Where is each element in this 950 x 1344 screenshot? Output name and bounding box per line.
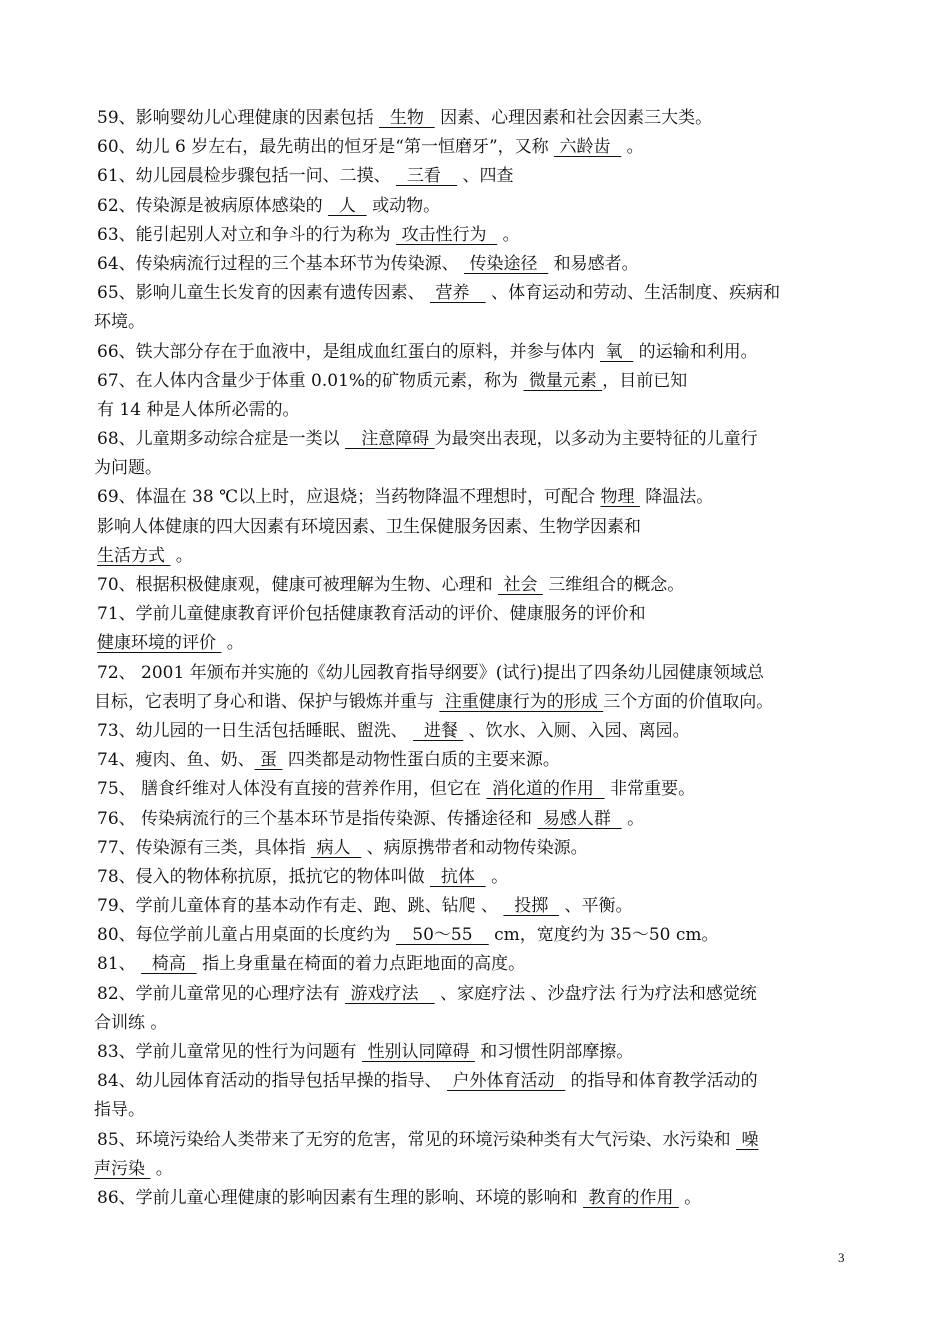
question-text: 68、儿童期多动综合症是一类以 [97,429,346,450]
answer-blank: 生活方式 [97,545,171,566]
answer-blank: 户外体育活动 [447,1071,566,1092]
answer-blank: 生物 [379,108,435,128]
text-line [97,571,849,600]
answer-blank: 进餐 [413,720,464,741]
answer-blank: 注意障碍 [345,429,435,450]
question-text: 和习惯性阴部摩擦。 [474,1042,634,1062]
text-line [97,1067,849,1096]
text-line [94,1096,849,1125]
question-text: 78、侵入的物体称抗原，抵抗它的物体叫做 [97,866,431,887]
question-text: 72、 2001 年颁布并实施的《幼儿园教育指导纲要》(试行)提出了四条幼儿园健康领域总 [97,662,764,683]
text-line [97,367,849,396]
text-line [97,805,849,834]
text-line [97,950,849,979]
question-text: 70、根据积极健康观，健康可被理解为生物、心理和 [97,575,499,595]
question-text: 有 14 种是人体所必需的。 [97,399,300,420]
text-line [97,834,849,863]
question-text: 。 [170,545,193,566]
answer-blank: 物理 [600,487,640,508]
text-line [97,863,849,892]
question-text: 65、影响儿童生长发育的因素有遗传因素、 [97,283,431,304]
answer-blank: 游戏疗法 [345,983,435,1004]
text-line [97,921,849,950]
text-line [97,717,849,746]
text-line [97,659,849,688]
question-text: 59、影响婴幼儿心理健康的因素包括 [97,108,380,128]
text-line [94,1009,849,1038]
question-text: cm，宽度约为 35～50 cm。 [488,925,719,946]
answer-blank: 攻击性行为 [396,224,498,245]
answer-blank: 六龄齿 [554,137,622,158]
answer-blank: 性别认同障碍 [362,1042,475,1062]
question-text: 。 [497,224,520,245]
question-text: 指导。 [94,1100,145,1121]
text-line [97,542,849,571]
answer-blank: 消化道的作用 [486,779,605,800]
answer-blank: 营养 [430,283,486,304]
question-text: 、家庭疗法 、沙盘疗法 行为疗法和感觉统 [434,983,757,1004]
answer-blank: 易感人群 [537,808,622,829]
text-line [97,396,849,425]
question-text: 76、 传染病流行的三个基本环节是指传染源、传播途径和 [97,808,538,829]
text-line [97,338,849,367]
text-line [97,1184,849,1213]
text-line [97,279,849,308]
question-text: 63、能引起别人对立和争斗的行为称为 [97,224,397,245]
text-line [94,308,849,337]
question-text: 因素、心理因素和社会因素三大类。 [434,108,713,128]
answer-blank: 健康环境的评价 [97,633,222,654]
question-text: 为问题。 [94,458,162,479]
text-line [97,221,849,250]
question-text: 73、幼儿园的一日生活包括睡眠、盥洗、 [97,720,414,741]
answer-blank: 噪 [736,1129,759,1150]
text-line [94,454,849,483]
question-text: 目标，它表明了身心和谐、保护与锻炼并重与 [94,691,440,712]
question-text: ，目前已知 [602,370,688,391]
question-text: 降温法。 [639,487,714,508]
question-text: 60、幼儿 6 岁左右，最先萌出的恒牙是“第一恒磨牙”，又称 [97,137,555,158]
question-text: 。 [621,137,644,158]
question-text: 。 [485,866,509,887]
answer-blank: 社会 [498,575,543,595]
question-text: 或动物。 [366,195,441,216]
answer-blank: 氧 [600,341,634,362]
answer-blank: 抗体 [430,866,486,887]
question-text: 合训练 。 [94,1012,168,1033]
question-text: 86、学前儿童心理健康的影响因素有生理的影响、环境的影响和 [97,1187,584,1208]
question-text: 84、幼儿园体育活动的指导包括早操的指导、 [97,1071,448,1092]
question-text: 指上身重量在椅面的着力点距地面的高度。 [196,954,526,975]
text-line [97,629,849,658]
answer-blank: 微量元素 [523,370,603,391]
question-text: 、平衡。 [559,896,633,917]
text-line [97,192,849,221]
question-text: 82、学前儿童常见的心理疗法有 [97,983,346,1004]
question-text: 、四查 [457,166,514,187]
question-text: 62、传染源是被病原体感染的 [97,195,329,216]
text-line [97,746,849,775]
question-text: 69、体温在 38 ℃以上时，应退烧；当药物降温不理想时，可配合 [97,487,601,508]
text-line [97,104,849,133]
answer-blank: 50～55 [396,925,489,946]
question-text: 、体育运动和劳动、生活制度、疾病和 [485,283,781,304]
text-line [97,483,849,512]
question-text: 。 [621,808,645,829]
question-text: 环境。 [94,312,145,333]
question-text: 71、学前儿童健康教育评价包括健康教育活动的评价、健康服务的评价和 [97,604,646,625]
page-number: 3 [838,1250,845,1265]
question-text: 75、 膳食纤维对人体没有直接的营养作用，但它在 [97,779,487,800]
question-text: 非常重要。 [604,779,696,800]
answer-blank: 传染途径 [464,253,549,274]
question-text: 、病原携带者和动物传染源。 [361,837,588,858]
text-line [97,513,849,542]
answer-blank: 声污染 [94,1158,151,1179]
question-text: 和易感者。 [548,253,639,274]
question-text: 。 [678,1187,702,1208]
question-text: 64、传染病流行过程的三个基本环节为传染源、 [97,253,465,274]
question-text: 67、在人体内含量少于体重 0.01%的矿物质元素，称为 [97,370,524,391]
answer-blank: 注重健康行为的形成 [439,691,604,712]
question-text: 的运输和利用。 [633,341,758,362]
answer-blank: 病人 [311,837,362,858]
question-text: 77、传染源有三类，具体指 [97,837,312,858]
question-text: 四类都是动物性蛋白质的主要来源。 [282,750,560,771]
answer-blank: 人 [328,195,367,216]
text-line [97,600,849,629]
question-text: 83、学前儿童常见的性行为问题有 [97,1042,363,1062]
answer-blank: 三看 [396,166,458,187]
page-body [94,104,849,1213]
question-text: 。 [221,633,244,654]
text-line [94,1155,849,1184]
answer-blank: 蛋 [254,750,283,771]
question-text: 三个方面的价值取向。 [603,691,774,712]
text-line [97,250,849,279]
text-line [97,1126,849,1155]
text-line [94,688,849,717]
text-line [97,133,849,162]
question-text: 、饮水、入厕、入园、离园。 [463,720,690,741]
question-text: 。 [150,1158,173,1179]
answer-blank: 教育的作用 [583,1187,679,1208]
text-line [97,775,849,804]
text-line [97,892,849,921]
text-line [97,980,849,1009]
question-text: 的指导和体育教学活动的 [565,1071,758,1092]
question-text: 三维组合的概念。 [542,575,685,595]
question-text: 66、铁大部分存在于血液中，是组成血红蛋白的原料，并参与体内 [97,341,601,362]
text-line [97,425,849,454]
question-text: 81、 [97,954,142,975]
question-text: 为最突出表现，以多动为主要特征的儿童行 [434,429,758,450]
text-line [97,1038,849,1067]
question-text: 61、幼儿园晨检步骤包括一问、二摸、 [97,166,397,187]
question-text: 74、瘦肉、鱼、奶、 [97,750,255,771]
question-text: 影响人体健康的四大因素有环境因素、卫生保健服务因素、生物学因素和 [97,516,641,537]
question-text: 85、环境污染给人类带来了无穷的危害，常见的环境污染种类有大气污染、水污染和 [97,1129,737,1150]
question-text: 79、学前儿童体育的基本动作有走、跑、跳、钻爬 、 [97,896,504,917]
text-line [97,162,849,191]
answer-blank: 投掷 [503,896,560,917]
answer-blank: 椅高 [141,954,197,975]
question-text: 80、每位学前儿童占用桌面的长度约为 [97,925,397,946]
